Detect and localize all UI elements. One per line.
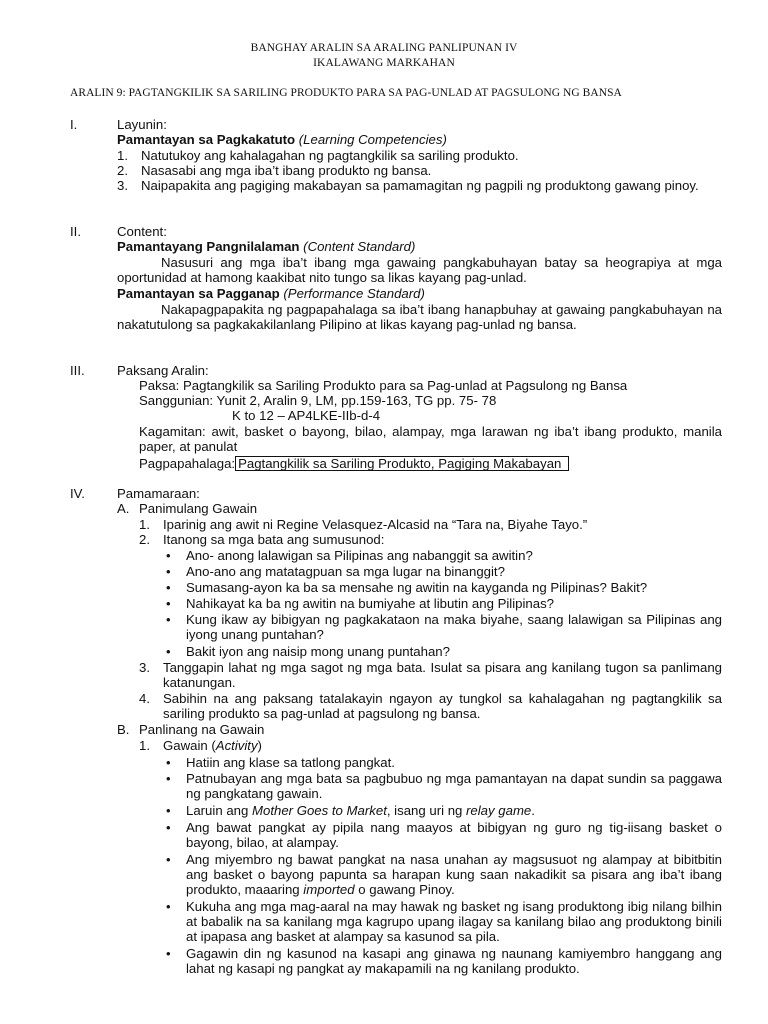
topic-line: Paksa: Pagtangkilik sa Sariling Produkto para sa Pag-unlad at Pagsulong ng Bansa	[139, 378, 628, 393]
list-item: Nasasabi ang mga iba’t ibang produkto ng bansa.	[141, 163, 432, 178]
bullet-icon: •	[166, 564, 171, 579]
paragraph: Nakapagpapakita ng pagpapahalaga sa iba’t ibang hanapbuhay at gawaing pangkabuhayan na nakatutulong sa pagkakakilanlang Pilipino at likas kayang pag-unlad ng bansa.	[117, 302, 722, 332]
bullet-item: Nahikayat ka ba ng awitin na bumiyahe at libutin ang Pilipinas?	[186, 596, 555, 611]
bullet-item: Bakit iyon ang naisip mong unang puntahan?	[186, 644, 450, 659]
section-heading: Content:	[117, 224, 167, 239]
item-letter: A.	[117, 501, 130, 516]
values-label: Pagpapahalaga:	[139, 456, 236, 471]
subheading-italic: (Content Standard)	[303, 239, 416, 254]
section-number: II.	[70, 224, 81, 239]
item-number: 4.	[139, 691, 150, 706]
subheading-bold: Pamantayan sa Pagganap	[117, 286, 280, 301]
section-heading: Pamamaraan:	[117, 486, 200, 501]
section-number: IV.	[70, 486, 85, 501]
list-item: Sabihin na ang paksang tatalakayin ngayon ay tungkol sa kahalagahan ng pagtangkilik sa sariling produkto sa pag-unlad at pagsulong ng bansa.	[163, 691, 722, 721]
subheading-italic: (Performance Standard)	[283, 286, 425, 301]
item-number: 1.	[139, 517, 150, 532]
document-subtitle: IKALAWANG MARKAHAN	[313, 57, 455, 69]
item-number: 1.	[139, 738, 150, 753]
list-item: Natutukoy ang kahalagahan ng pagtangkilik sa sariling produkto.	[141, 148, 519, 163]
item-number: 2.	[117, 163, 128, 178]
list-item: Itanong sa mga bata ang sumusunod:	[163, 532, 385, 547]
bullet-item	[186, 803, 535, 818]
subsection-heading: Panimulang Gawain	[139, 501, 258, 516]
section-heading: Paksang Aralin:	[117, 363, 209, 378]
bullet-icon: •	[166, 771, 171, 786]
item-letter: B.	[117, 722, 130, 737]
text-run-italic: Mother Goes to Market	[252, 803, 387, 818]
section-number: III.	[70, 363, 85, 378]
bullet-item: Gagawin din ng kasunod na kasapi ang ginawa ng naunang kamiyembro hanggang ang lahat ng kasapi ng pangkat ay makapamili na ng kanilang produkto.	[186, 946, 722, 976]
bullet-icon: •	[166, 596, 171, 611]
subheading	[117, 132, 447, 147]
item-number: 2.	[139, 532, 150, 547]
bullet-icon: •	[166, 755, 171, 770]
section-heading: Layunin:	[117, 117, 167, 132]
reference-line: Sanggunian: Yunit 2, Aralin 9, LM, pp.159-163, TG pp. 75- 78	[139, 393, 497, 408]
bullet-icon: •	[166, 548, 171, 563]
bullet-item: Ano- anong lalawigan sa Pilipinas ang nabanggit sa awitin?	[186, 548, 533, 563]
bullet-item: Hatiin ang klase sa tatlong pangkat.	[186, 755, 395, 770]
list-item: Iparinig ang awit ni Regine Velasquez-Alcasid na “Tara na, Biyahe Tayo.”	[163, 517, 588, 532]
item-number: 3.	[117, 178, 128, 193]
section-number: I.	[70, 117, 78, 132]
activity-label: Gawain (	[163, 738, 216, 753]
text-run-italic: relay game	[466, 803, 532, 818]
bullet-icon: •	[166, 820, 171, 835]
subheading	[117, 286, 425, 301]
text-run: .	[531, 803, 535, 818]
bullet-item	[186, 852, 722, 897]
subsection-heading: Panlinang na Gawain	[139, 722, 265, 737]
materials-line: Kagamitan: awit, basket o bayong, bilao, alampay, mga larawan ng iba’t ibang produkto, manila paper, at panulat	[139, 424, 722, 454]
bullet-item: Patnubayan ang mga bata sa pagbubuo ng mga pamantayan na dapat sundin sa paggawa ng pangkatang gawain.	[186, 771, 722, 801]
activity-label-close: )	[257, 738, 262, 753]
text-run-italic: imported	[303, 882, 355, 897]
bullet-item: Kukuha ang mga mag-aaral na may hawak ng basket ng isang produktong ibig nilang bilhin at babalik na sa kanilang mga kagrupo upang ilagay sa kanilang bilao ang produktong binili at ipapasa ang basket at alampay sa kasunod sa pila.	[186, 899, 722, 944]
document-title: BANGHAY ARALIN SA ARALING PANLIPUNAN IV	[250, 42, 518, 54]
paragraph: Nasusuri ang mga iba’t ibang mga gawaing pangkabuhayan batay sa heograpiya at mga oportunidad at hamong kaakibat nito tungo sa likas kayang pag-unlad.	[117, 255, 722, 285]
list-item: Tanggapin lahat ng mga sagot ng mga bata. Isulat sa pisara ang kanilang tugon sa panlimang katanungan.	[163, 660, 722, 690]
list-item	[163, 738, 262, 753]
bullet-item: Sumasang-ayon ka ba sa mensahe ng awitin na kayganda ng Pilipinas? Bakit?	[186, 580, 648, 595]
subheading	[117, 239, 415, 254]
subheading-bold: Pamantayan sa Pagkakatuto	[117, 132, 296, 147]
text-run: Laruin ang	[186, 803, 252, 818]
subheading-bold: Pamantayang Pangnilalaman	[117, 239, 300, 254]
list-item: Naipapakita ang pagiging makabayan sa pamamagitan ng pagpili ng produktong gawang pinoy.	[141, 178, 699, 193]
bullet-icon: •	[166, 580, 171, 595]
text-run: Ang miyembro ng bawat pangkat na nasa unahan ay magsusuot ng alampay at bibitbitin ang basket o bayong papunta sa harapan kung saan nakadikit sa pisara ang iba’t ibang produkto, maaaring	[186, 852, 722, 897]
bullet-item: Ang bawat pangkat ay pipila nang maayos at bibigyan ng guro ng tig-iisang basket o bayong, bilao, at alampay.	[186, 820, 722, 850]
values-box: Pagtangkilik sa Sariling Produkto, Pagiging Makabayan	[235, 456, 569, 471]
item-number: 3.	[139, 660, 150, 675]
values-line	[139, 456, 569, 471]
subheading-italic: (Learning Competencies)	[298, 132, 447, 147]
activity-label-italic: Activity	[215, 738, 258, 753]
curriculum-code: K to 12 – AP4LKE-IIb-d-4	[232, 408, 381, 423]
bullet-icon: •	[166, 852, 171, 867]
bullet-icon: •	[166, 946, 171, 961]
text-run: o gawang Pinoy.	[354, 882, 455, 897]
lesson-title: ARALIN 9: PAGTANGKILIK SA SARILING PRODUKTO PARA SA PAG-UNLAD AT PAGSULONG NG BANSA	[70, 87, 622, 99]
bullet-icon: •	[166, 803, 171, 818]
bullet-icon: •	[166, 644, 171, 659]
bullet-item: Kung ikaw ay bibigyan ng pagkakataon na maka biyahe, saang lalawigan sa Pilipinas ang iyong unang puntahan?	[186, 612, 722, 642]
bullet-icon: •	[166, 899, 171, 914]
text-run: , isang uri ng	[386, 803, 467, 818]
bullet-icon: •	[166, 612, 171, 627]
item-number: 1.	[117, 148, 128, 163]
bullet-item: Ano-ano ang matatagpuan sa mga lugar na binanggit?	[186, 564, 505, 579]
